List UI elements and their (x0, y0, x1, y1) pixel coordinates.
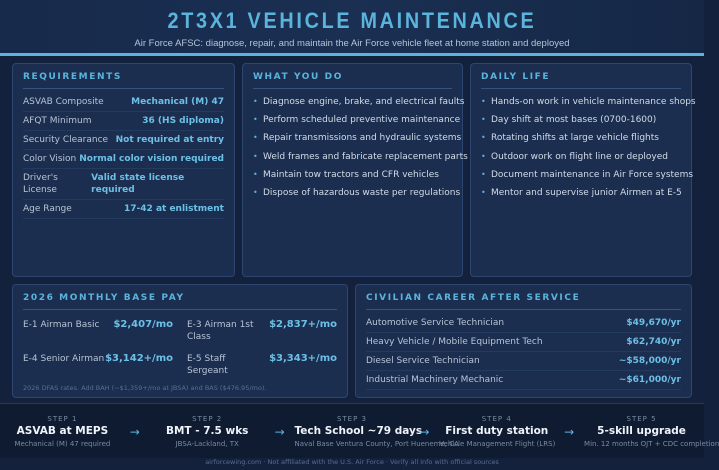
civilian-row (366, 371, 681, 390)
step-2 (150, 415, 265, 448)
step-detail: Naval Base Ventura County, Port Hueneme, CA (294, 440, 459, 448)
requirement-row-value: Mechanical (M) 47 (131, 97, 224, 107)
step-4 (439, 415, 554, 448)
career-steps (0, 403, 719, 458)
requirement-row-label: ASVAB Composite (23, 97, 104, 107)
pay-row-value: $2,407/mo (113, 319, 173, 330)
requirement-row-label: Driver's License (23, 173, 58, 195)
list-item: • Day shift at most bases (0700-1600) (481, 111, 681, 129)
step-title: 5-skill upgrade (597, 425, 686, 437)
step-detail: JBSA-Lackland, TX (175, 440, 239, 448)
civilian-row-label: Diesel Service Technician (366, 356, 480, 366)
pay-row (23, 348, 173, 382)
civilian-row-value: ~$58,000/yr (618, 356, 681, 366)
pay-row-value: $2,837+/mo (269, 319, 337, 330)
step-title: Tech School ~79 days (294, 425, 423, 437)
pay-heading: 2026 MONTHLY BASE PAY (23, 293, 337, 310)
civilian-row-value: ~$61,000/yr (618, 375, 681, 385)
step-detail: Min. 12 months OJT + CDC completion (584, 440, 719, 448)
pay-row (187, 314, 337, 348)
requirements-card (12, 63, 235, 277)
list-item: • Hands-on work in vehicle maintenance shops (481, 93, 681, 111)
civilian-card (355, 284, 692, 398)
list-item: • Outdoor work on flight line or deployed (481, 148, 681, 166)
requirement-row-value: 36 (HS diploma) (142, 116, 224, 126)
civilian-row-value: $62,740/yr (626, 337, 681, 347)
pay-row-label: E-3 Airman 1st Class (187, 320, 254, 342)
step-detail: Vehicle Management Flight (LRS) (439, 440, 556, 448)
requirement-row (23, 200, 224, 219)
civilian-heading: CIVILIAN CAREER AFTER SERVICE (366, 293, 681, 310)
step-number: STEP 4 (481, 415, 512, 423)
arrow-right-icon: → (129, 425, 140, 439)
step-title: ASVAB at MEPS (16, 425, 109, 437)
requirement-row-label: Security Clearance (23, 135, 109, 145)
pay-note: 2026 DFAS rates. Add BAH (~$1,359+/mo at JBSA) and BAS ($476.95/mo). (23, 384, 267, 392)
requirements-heading: REQUIREMENTS (23, 72, 224, 89)
civilian-row-value: $49,670/yr (626, 318, 681, 328)
step-title: BMT - 7.5 wks (165, 425, 249, 437)
civilian-row-label: Industrial Machinery Mechanic (366, 375, 504, 385)
step-number: STEP 5 (626, 415, 657, 423)
step-title: First duty station (445, 425, 549, 437)
list-item: • Document maintenance in Air Force systems (481, 166, 681, 184)
daily-life-card (470, 63, 696, 277)
step-number: STEP 2 (192, 415, 223, 423)
page-subtitle: Air Force AFSC: diagnose, repair, and maintain the Air Force vehicle fleet at home station and deployed (134, 38, 570, 49)
list-item: • Dispose of hazardous waste per regulations (253, 184, 452, 202)
requirement-row-value: Not required at entry (115, 135, 224, 145)
list-item: • Mentor and supervise junior Airmen at E-5 (481, 184, 681, 202)
civilian-row-label: Heavy Vehicle / Mobile Equipment Tech (366, 337, 543, 347)
page-header (0, 0, 704, 56)
pay-row (23, 314, 173, 348)
requirement-row-label: AFQT Minimum (23, 116, 92, 126)
arrow-right-icon: → (274, 425, 285, 439)
arrow-right-icon: → (564, 425, 575, 439)
pay-row-label: E-1 Airman Basic (23, 320, 100, 330)
requirement-row-value: Valid state license required (91, 173, 185, 195)
what-you-do-heading: WHAT YOU DO (253, 72, 452, 89)
civilian-row (366, 314, 681, 333)
step-3 (294, 415, 459, 448)
requirement-row-value: Normal color vision required (79, 154, 224, 164)
list-item: • Weld frames and fabricate replacement parts (253, 148, 452, 166)
requirement-row-label: Age Range (23, 204, 72, 214)
pay-row-value: $3,343+/mo (269, 353, 337, 364)
daily-life-heading: DAILY LIFE (481, 72, 681, 89)
step-number: STEP 3 (336, 415, 367, 423)
footer: airforcewing.com · Not affiliated with the U.S. Air Force · Verify all info with official sources (205, 458, 499, 466)
requirement-row-label: Color Vision (23, 154, 77, 164)
step-5 (584, 415, 719, 448)
pay-row (187, 348, 337, 382)
step-1 (5, 415, 120, 448)
step-detail: Mechanical (M) 47 required (14, 440, 111, 448)
civilian-row-label: Automotive Service Technician (366, 318, 505, 328)
page-title: 2T3X1 VEHICLE MAINTENANCE (167, 8, 537, 33)
requirement-row (23, 112, 224, 131)
step-number: STEP 1 (47, 415, 78, 423)
list-item: • Diagnose engine, brake, and electrical faults (253, 93, 452, 111)
civilian-row (366, 352, 681, 371)
pay-row-value: $3,142+/mo (105, 353, 173, 364)
what-you-do-card (242, 63, 468, 277)
pay-row-label: E-5 Staff Sergeant (187, 354, 228, 376)
requirement-row (23, 93, 224, 112)
requirement-row (23, 169, 224, 200)
list-item: • Maintain tow tractors and CFR vehicles (253, 166, 452, 184)
pay-card (12, 284, 348, 398)
list-item: • Perform scheduled preventive maintenance (253, 111, 452, 129)
list-item: • Rotating shifts at large vehicle flights (481, 129, 681, 147)
pay-row-label: E-4 Senior Airman (23, 354, 105, 364)
requirement-row (23, 131, 224, 150)
requirement-row (23, 150, 224, 169)
requirement-row-value: 17-42 at enlistment (124, 204, 224, 214)
civilian-row (366, 333, 681, 352)
list-item: • Repair transmissions and hydraulic systems (253, 129, 452, 147)
arrow-right-icon: → (419, 425, 430, 439)
